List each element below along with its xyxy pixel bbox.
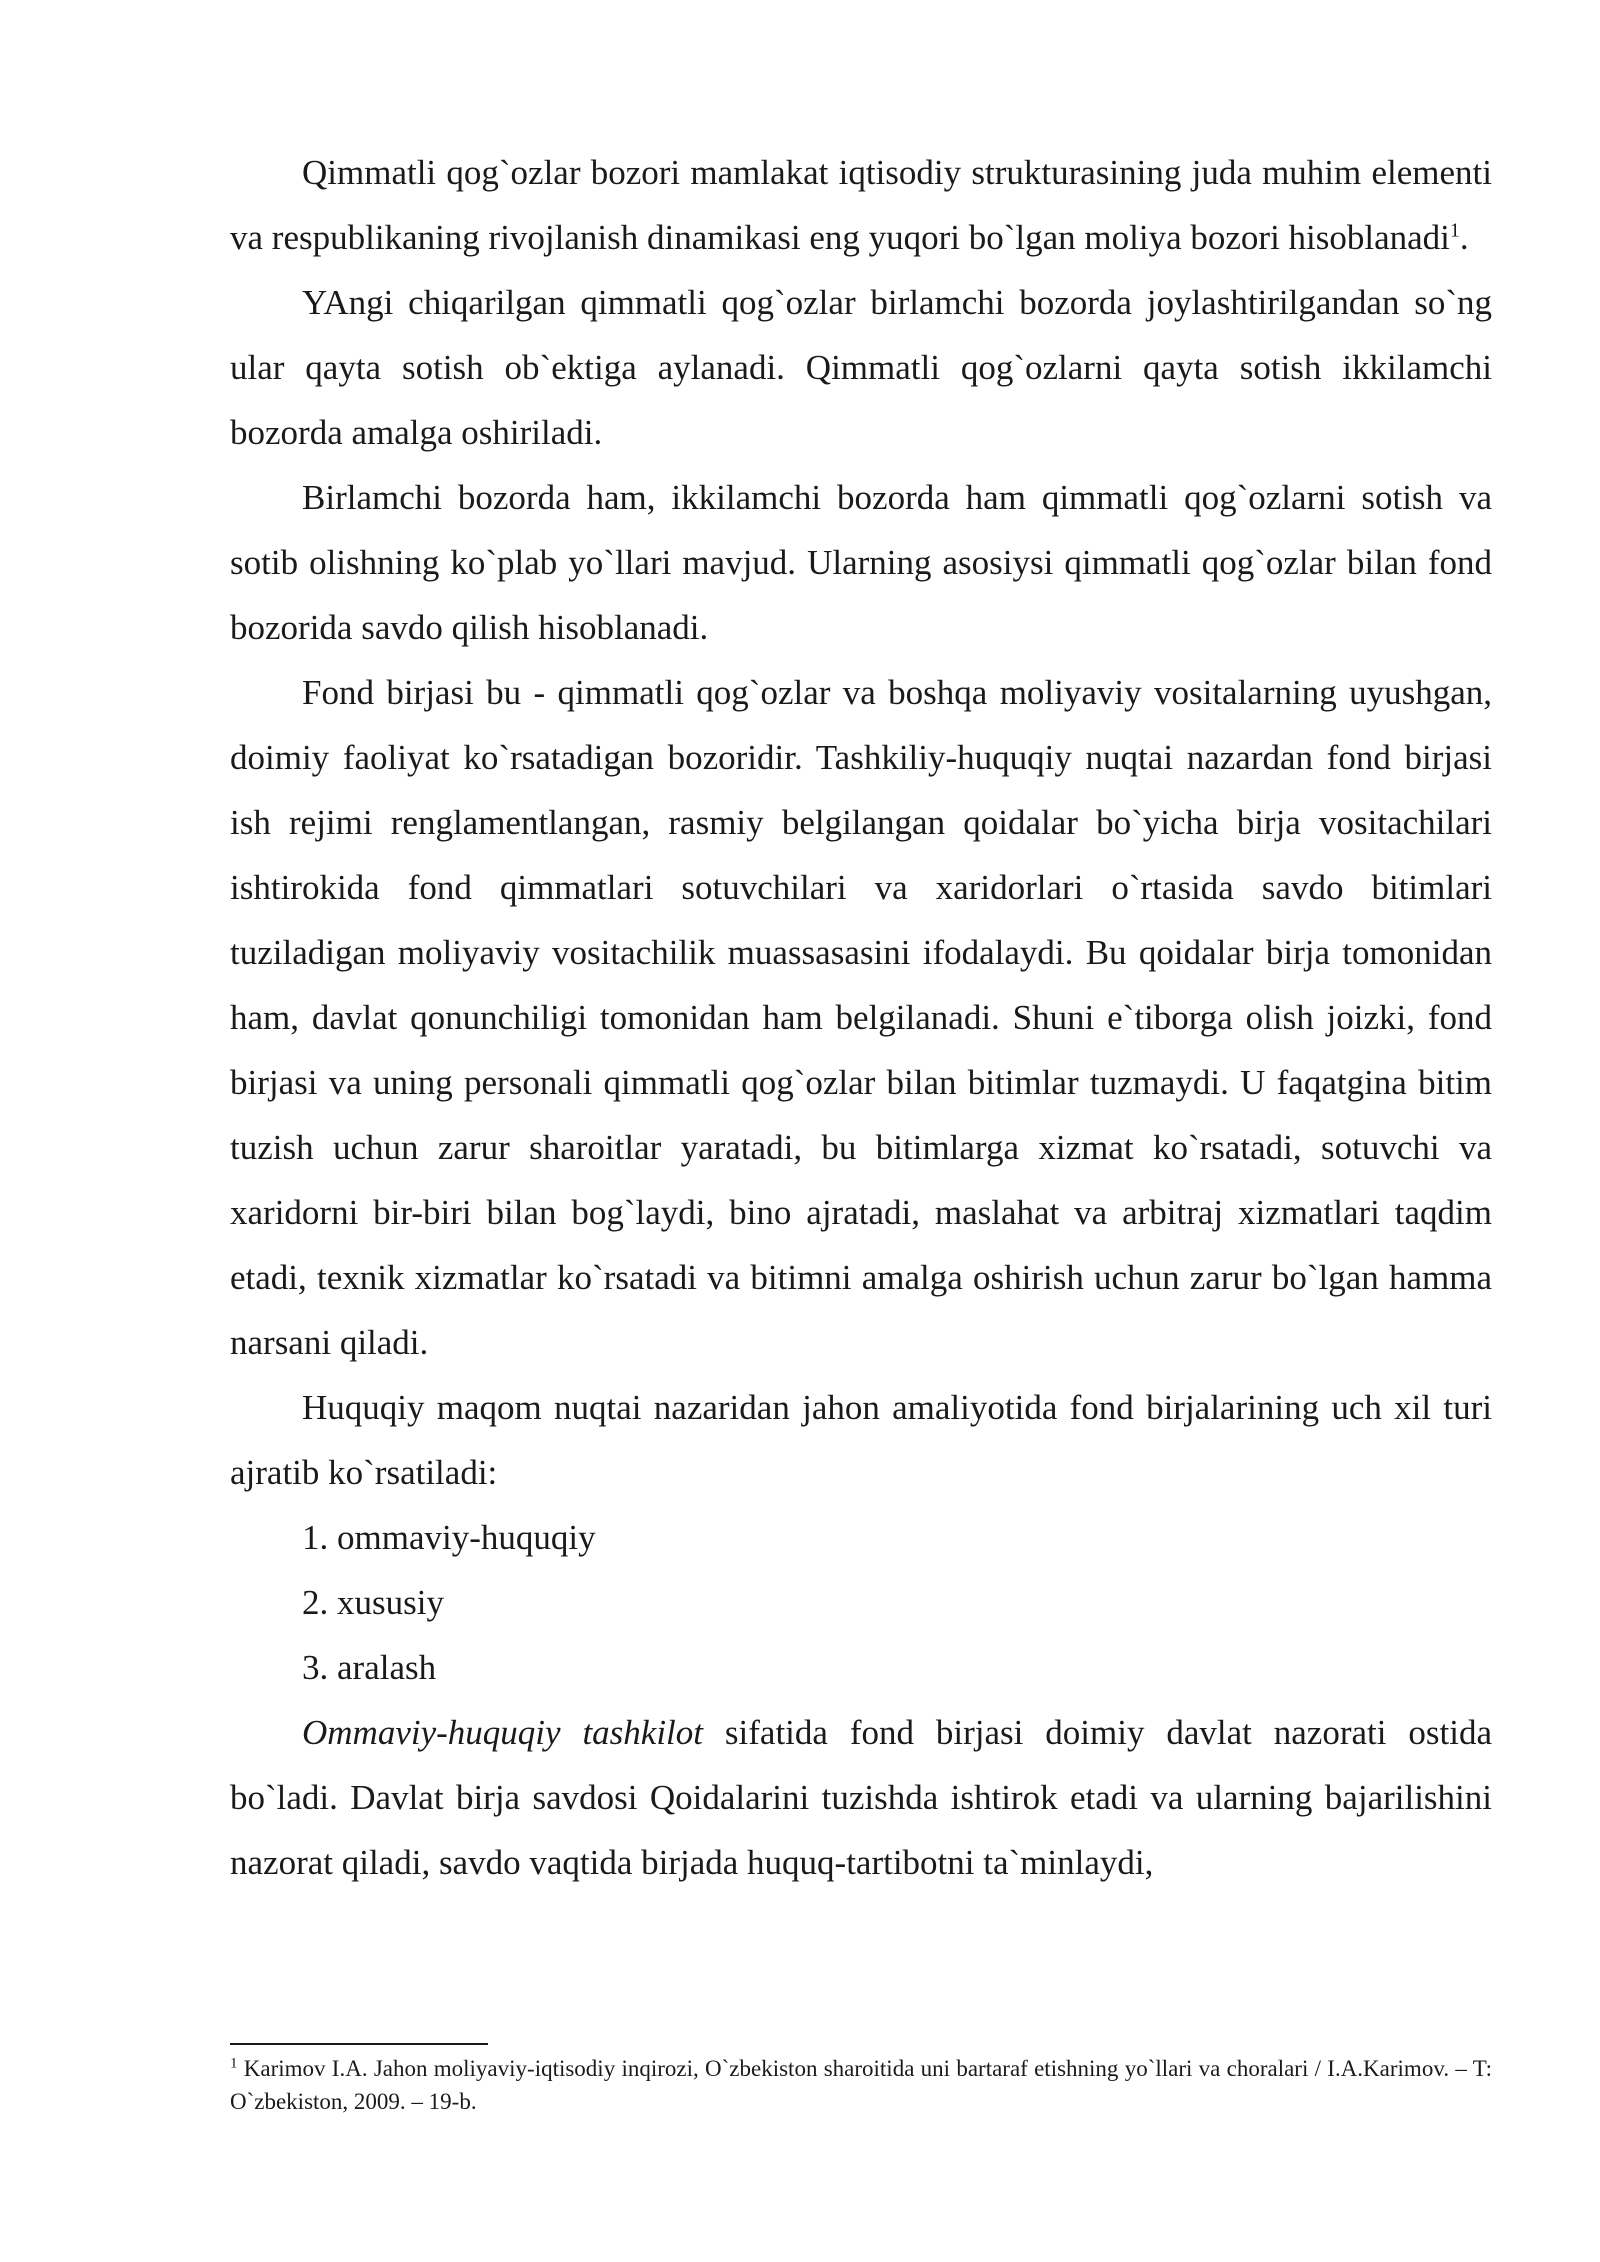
paragraph-5: Huquqiy maqom nuqtai nazaridan jahon amaliyotida fond birjalarining uch xil turi ajratib ko`rsatiladi:	[230, 1388, 1492, 1492]
footnote-text: Karimov I.A. Jahon moliyaviy-iqtisodiy inqirozi, O`zbekiston sharoitida uni bartaraf etishning yo`llari va choralari / I.A.Karimov. – T: O`zbekiston, 2009. – 19-b.	[230, 2056, 1492, 2114]
footnote-separator	[230, 2043, 488, 2045]
paragraph-1-text: Qimmatli qog`ozlar bozori mamlakat iqtisodiy strukturasining juda muhim elementi va respublikaning rivojlanish dinamikasi eng yuqori bo`lgan moliya bozori hisoblanadi	[230, 153, 1492, 257]
paragraph-2: YAngi chiqarilgan qimmatli qog`ozlar birlamchi bozorda joylashtirilgandan so`ng ular qayta sotish ob`ektiga aylanadi. Qimmatli qog`ozlarni qayta sotish ikkilamchi bozorda amalga oshiriladi.	[230, 283, 1492, 452]
paragraph-4: Fond birjasi bu - qimmatli qog`ozlar va boshqa moliyaviy vositalarning uyushgan, doimiy faoliyat ko`rsatadigan bozoridir. Tashkiliy-huquqiy nuqtai nazardan fond birjasi ish rejimi renglamentlangan, rasmiy belgilangan qoidalar bo`yicha birja vositachilari ishtirokida fond qimmatlari sotuvchilari va xaridorlari o`rtasida savdo bitimlari tuziladigan moliyaviy vositachilik muassasasini ifodalaydi. Bu qoidalar birja tomonidan ham, davlat qonunchiligi tomonidan ham belgilanadi. Shuni e`tiborga olish joizki, fond birjasi va uning personali qimmatli qog`ozlar bilan bitimlar tuzmaydi. U faqatgina bitim tuzish uchun zarur sharoitlar yaratadi, bu bitimlarga xizmat ko`rsatadi, sotuvchi va xaridorni bir-biri bilan bog`laydi, bino ajratadi, maslahat va arbitraj xizmatlari taqdim etadi, texnik xizmatlar ko`rsatadi va bitimni amalga oshirish uchun zarur bo`lgan hamma narsani qiladi.	[230, 673, 1492, 1362]
list-item-2: 2. xususiy	[302, 1583, 444, 1622]
footnote-marker: 1	[230, 2055, 238, 2072]
document-body	[230, 140, 1492, 1895]
paragraph-3: Birlamchi bozorda ham, ikkilamchi bozorda ham qimmatli qog`ozlarni sotish va sotib olishning ko`plab yo`llari mavjud. Ularning asosiysi qimmatli qog`ozlar bilan fond bozorida savdo qilish hisoblanadi.	[230, 478, 1492, 647]
list-item-3: 3. aralash	[302, 1648, 437, 1687]
paragraph-1-end: .	[1459, 218, 1469, 257]
paragraph-6-italic-lead: Ommaviy-huquqiy tashkilot	[302, 1713, 703, 1752]
paragraph-1	[230, 140, 1492, 270]
list-item-1: 1. ommaviy-huquqiy	[302, 1518, 596, 1557]
footnote	[230, 2052, 1492, 2118]
paragraph-6	[230, 1700, 1492, 1895]
footnote-reference: 1	[1449, 219, 1460, 242]
paragraph-6-rest: sifatida fond birjasi doimiy davlat nazorati ostida bo`ladi. Davlat birja savdosi Qoidalarini tuzishda ishtirok etadi va ularning bajarilishini nazorat qiladi, savdo vaqtida birjada huquq-tartibotni ta`minlaydi,	[230, 1713, 1492, 1882]
